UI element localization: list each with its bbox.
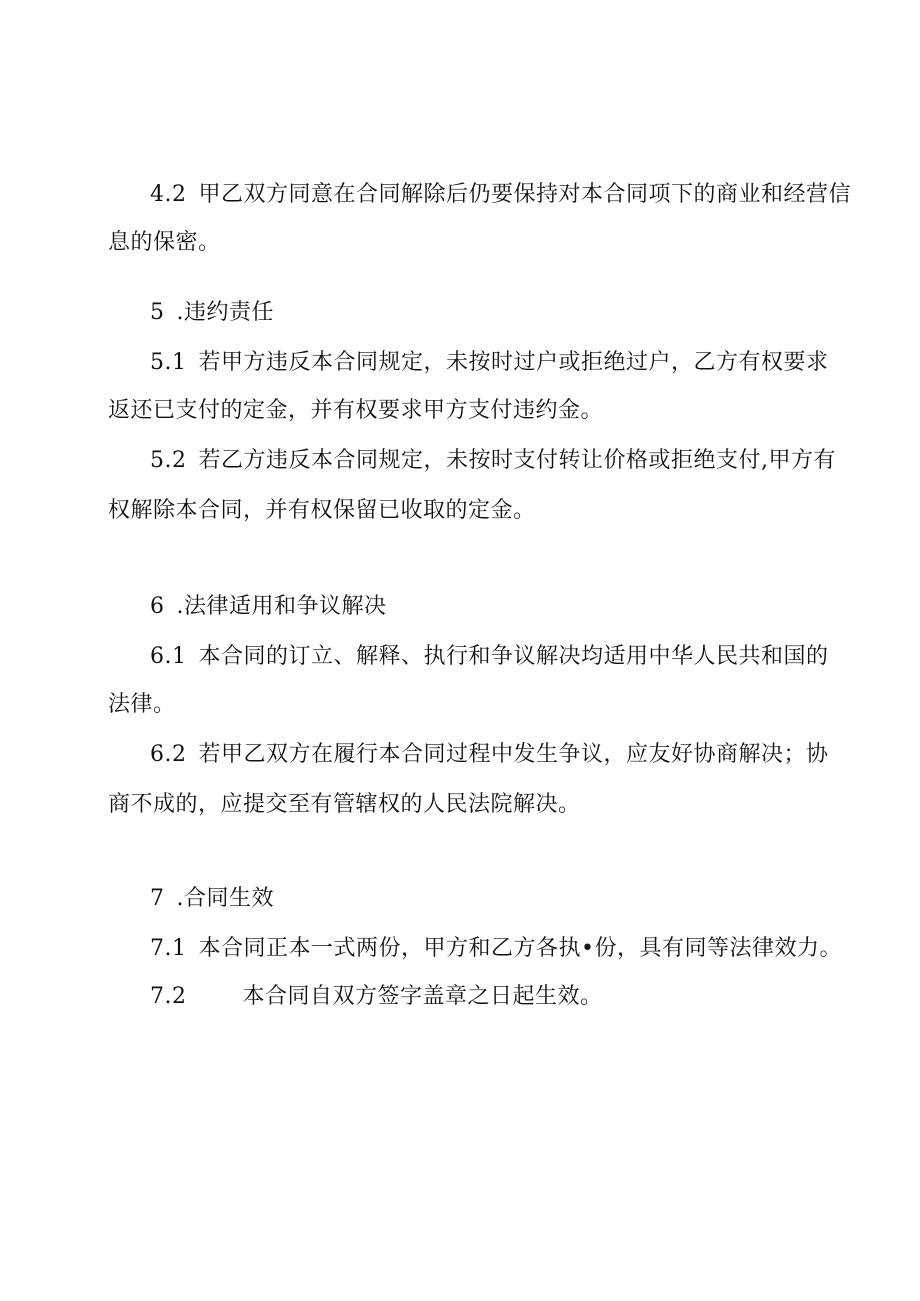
section-number: 6	[150, 594, 165, 619]
clause-6-2-line-1	[150, 740, 829, 770]
section-5-heading	[150, 298, 274, 328]
clause-number: 7.2	[150, 984, 187, 1009]
clause-text: 若甲方违反本合同规定，未按时过户或拒绝过户，乙方有权要求	[198, 350, 829, 375]
clause-4-2-line-1	[150, 180, 851, 210]
clause-number: 6.2	[150, 742, 187, 767]
clause-5-2-line-1	[150, 446, 836, 476]
clause-number: 6.1	[150, 644, 187, 669]
section-6-heading	[150, 592, 387, 622]
clause-7-2-line-1	[150, 982, 603, 1012]
section-number: 5	[150, 300, 165, 325]
clause-text: 本合同自双方签字盖章之日起生效。	[242, 984, 603, 1009]
clause-text: 法律。	[108, 692, 176, 717]
clause-7-1-line-1	[150, 934, 842, 964]
clause-number: 5.1	[150, 350, 187, 375]
clause-5-1-line-2	[108, 396, 603, 426]
clause-6-1-line-2	[108, 690, 176, 720]
clause-text: 本合同正本一式两份，甲方和乙方各执•份，具有同等法律效力。	[198, 936, 842, 961]
section-7-heading	[150, 884, 274, 914]
clause-text: 商不成的，应提交至有管辖权的人民法院解决。	[108, 792, 581, 817]
clause-text: 甲乙双方同意在合同解除后仍要保持对本合同项下的商业和经营信	[198, 182, 852, 207]
clause-text: 若乙方违反本合同规定，未按时支付转让价格或拒绝支付,甲方有	[198, 448, 836, 473]
section-title: .法律适用和争议解决	[176, 594, 387, 619]
clause-5-1-line-1	[150, 348, 829, 378]
clause-number: 4.2	[150, 182, 187, 207]
clause-6-2-line-2	[108, 790, 581, 820]
section-title: .合同生效	[176, 886, 274, 911]
clause-text: 若甲乙双方在履行本合同过程中发生争议，应友好协商解决；协	[198, 742, 829, 767]
clause-number: 5.2	[150, 448, 187, 473]
clause-4-2-line-2	[108, 228, 221, 258]
section-title: .违约责任	[176, 300, 274, 325]
clause-text: 本合同的订立、解释、执行和争议解决均适用中华人民共和国的	[198, 644, 829, 669]
clause-text: 权解除本合同，并有权保留已收取的定金。	[108, 498, 536, 523]
clause-5-2-line-2	[108, 496, 536, 526]
clause-text: 返还已支付的定金，并有权要求甲方支付违约金。	[108, 398, 604, 423]
clause-number: 7.1	[150, 936, 187, 961]
clause-6-1-line-1	[150, 642, 829, 672]
section-number: 7	[150, 886, 165, 911]
clause-text: 息的保密。	[108, 230, 221, 255]
